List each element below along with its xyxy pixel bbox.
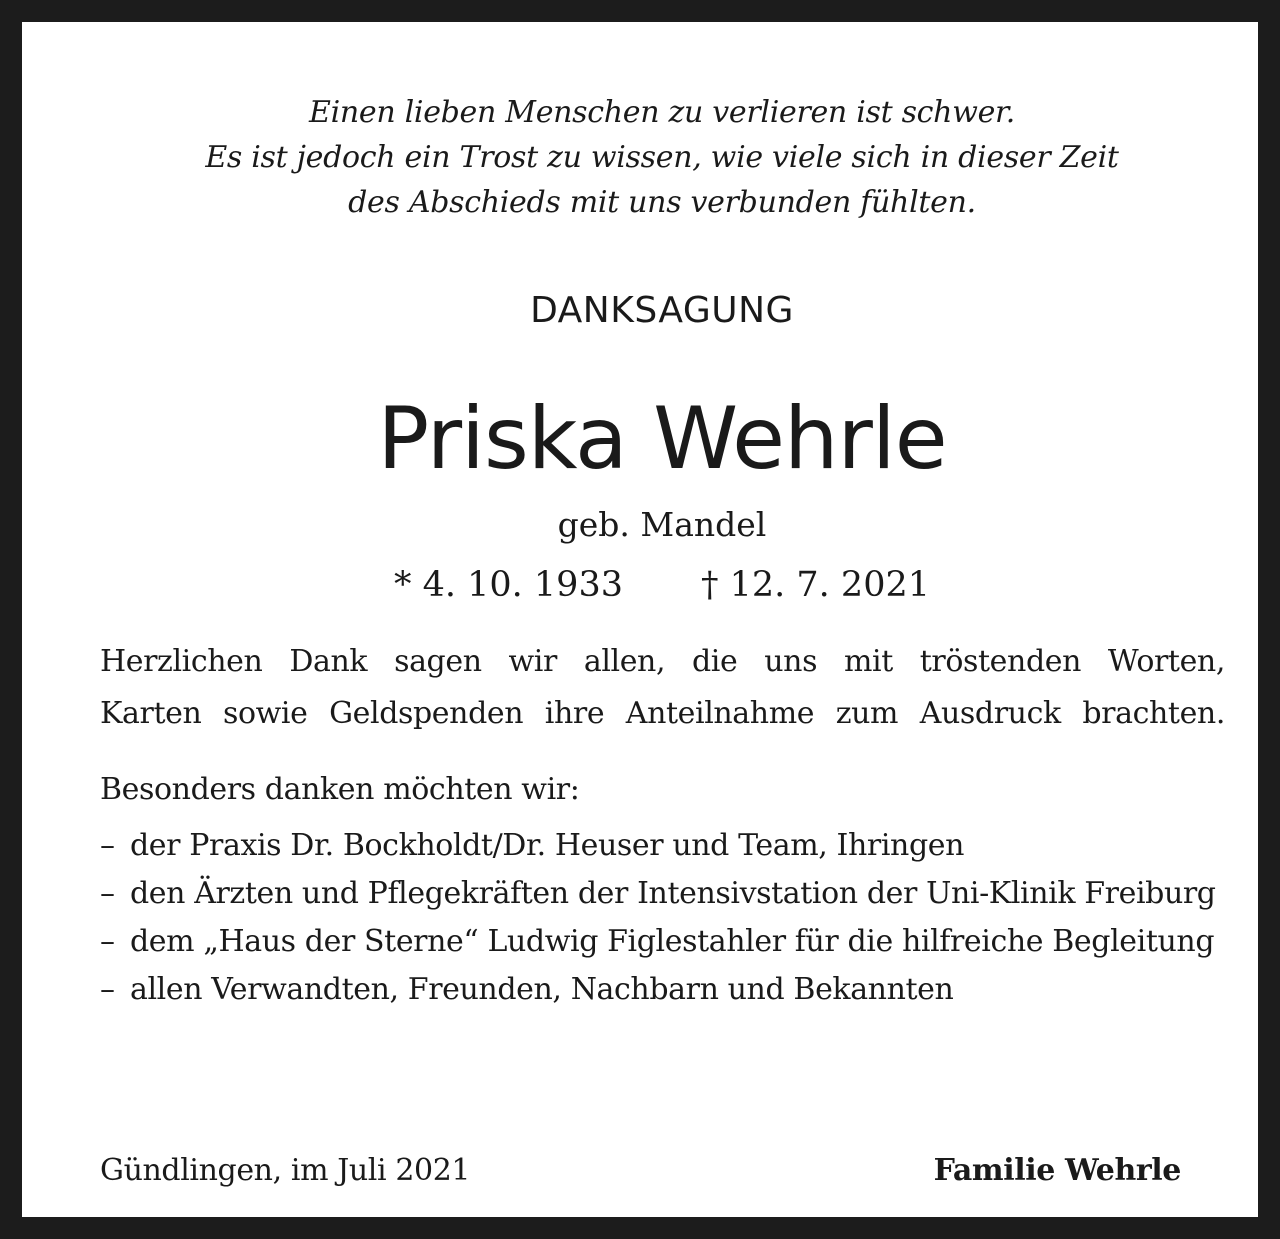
life-dates (22, 560, 1280, 610)
list-item (100, 966, 1225, 1014)
dash-marker: – (100, 924, 115, 959)
place-date: Gündlingen, im Juli 2021 (100, 1153, 471, 1188)
list-item (100, 918, 1225, 966)
deceased-name: Priska Wehrle (377, 389, 947, 489)
thanks-line: Karten sowie Geldspenden ihre Anteilnahme zum Ausdruck brachten. (100, 696, 1225, 731)
dash-marker: – (100, 876, 115, 911)
thanks-paragraph (100, 636, 1225, 740)
motto (22, 90, 1280, 225)
death-date: † 12. 7. 2021 (701, 565, 931, 605)
notice-heading: DANKSAGUNG (530, 290, 794, 331)
dash-marker: – (100, 972, 115, 1007)
family-signature: Familie Wehrle (933, 1153, 1181, 1188)
especially-intro: Besonders danken möchten wir: (100, 772, 580, 807)
thanks-line: Herzlichen Dank sagen wir allen, die uns mit tröstenden Worten, (100, 644, 1225, 679)
list-item-text: dem „Haus der Sterne“ Ludwig Figlestahler für die hilfreiche Begleitung (130, 924, 1215, 959)
motto-line: Es ist jedoch ein Trost zu wissen, wie viele sich in dieser Zeit (205, 140, 1119, 175)
list-item-text: allen Verwandten, Freunden, Nachbarn und Bekannten (130, 972, 954, 1007)
motto-line: Einen lieben Menschen zu verlieren ist schwer. (308, 95, 1016, 130)
birth-date: * 4. 10. 1933 (393, 565, 623, 605)
dash-marker: – (100, 828, 115, 863)
list-item-text: der Praxis Dr. Bockholdt/Dr. Heuser und Team, Ihringen (130, 828, 965, 863)
list-item (100, 870, 1225, 918)
birth-name: geb. Mandel (557, 505, 767, 544)
thanks-list (100, 822, 1225, 1014)
list-item-text: den Ärzten und Pflegekräften der Intensivstation der Uni-Klinik Freiburg (130, 876, 1216, 911)
list-item (100, 822, 1225, 870)
motto-line: des Abschieds mit uns verbunden fühlten. (348, 185, 976, 220)
